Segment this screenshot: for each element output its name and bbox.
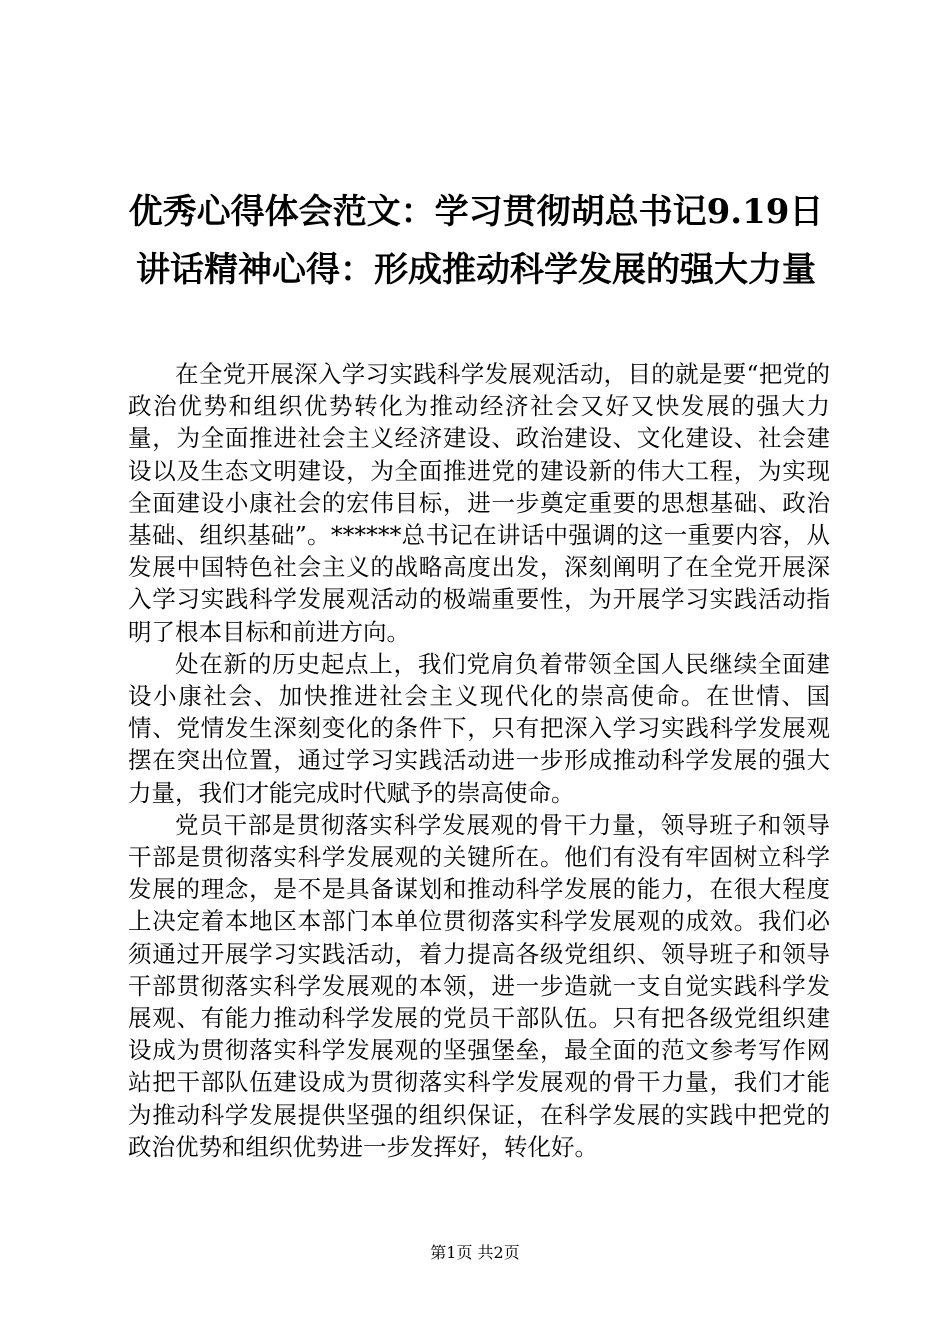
document-body (128, 358, 830, 1163)
body-paragraph-2: 处在新的历史起点上，我们党肩负着带领全国人民继续全面建设小康社会、加快推进社会主义现代化的崇高使命。在世情、国情、党情发生深刻变化的条件下，只有把深入学习实践科学发展观摆在突出位置，通过学习实践活动进一步形成推动科学发展的强大力量，我们才能完成时代赋予的崇高使命。 (128, 649, 830, 807)
document-title: 优秀心得体会范文：学习贯彻胡总书记9.19日讲话精神心得：形成推动科学发展的强大力量 (128, 192, 824, 290)
body-paragraph-1: 在全党开展深入学习实践科学发展观活动，目的就是要“把党的政治优势和组织优势转化为推动经济社会又好又快发展的强大力量，为全面推进社会主义经济建设、政治建设、文化建设、社会建设以及生态文明建设，为全面推进党的建设新的伟大工程，为实现全面建设小康社会的宏伟目标，进一步奠定重要的思想基础、政治基础、组织基础”。******总书记在讲话中强调的这一重要内容，从发展中国特色社会主义的战略高度出发，深刻阐明了在全党开展深入学习实践科学发展观活动的极端重要性，为开展学习实践活动指明了根本目标和前进方向。 (128, 360, 830, 646)
page-number-footer: 第1页 共2页 (430, 1243, 520, 1262)
body-paragraph-3: 党员干部是贯彻落实科学发展观的骨干力量，领导班子和领导干部是贯彻落实科学发展观的关键所在。他们有没有牢固树立科学发展的理念，是不是具备谋划和推动科学发展的能力，在很大程度上决定着本地区本部门本单位贯彻落实科学发展观的成效。我们必须通过开展学习实践活动，着力提高各级党组织、领导班子和领导干部贯彻落实科学发展观的本领，进一步造就一支自觉实践科学发展观、有能力推动科学发展的党员干部队伍。只有把各级党组织建设成为贯彻落实科学发展观的坚强堡垒，最全面的范文参考写作网站把干部队伍建设成为贯彻落实科学发展观的骨干力量，我们才能为推动科学发展提供坚强的组织保证，在科学发展的实践中把党的政治优势和组织优势进一步发挥好，转化好。 (128, 810, 830, 1161)
